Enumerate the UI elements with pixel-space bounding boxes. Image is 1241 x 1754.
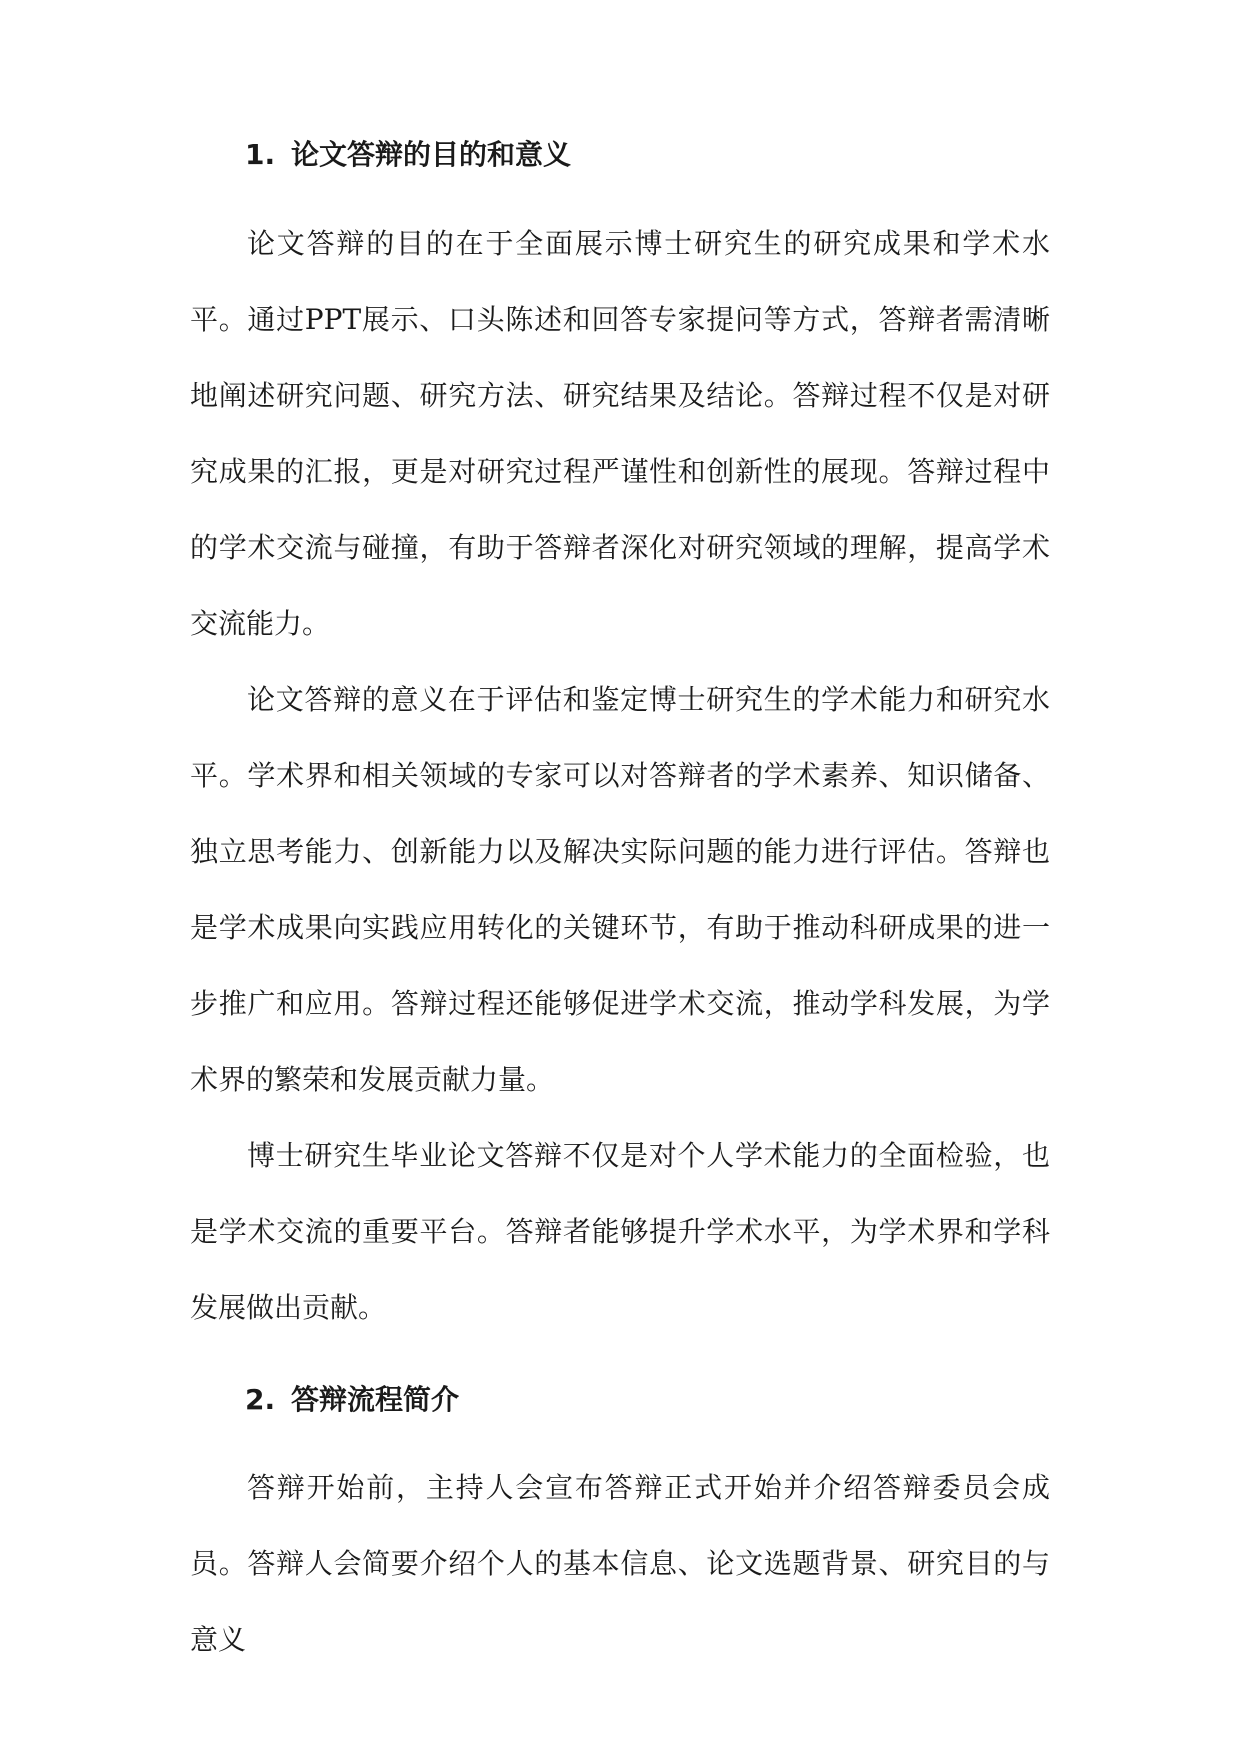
section-1-paragraph-2: 论文答辩的意义在于评估和鉴定博士研究生的学术能力和研究水平。学术界和相关领域的专家可以对答辩者的学术素养、知识储备、独立思考能力、创新能力以及解决实际问题的能力进行评估。答辩也是学术成果向实践应用转化的关键环节，有助于推动科研成果的进一步推广和应用。答辩过程还能够促进学术交流，推动学科发展，为学术界的繁荣和发展贡献力量。 (190, 683, 1050, 1096)
section-1-title: 论文答辩的目的和意义 (291, 138, 572, 171)
section-1-number: 1. (245, 138, 276, 171)
section-1-paragraph-1: 论文答辩的目的在于全面展示博士研究生的研究成果和学术水平。通过PPT展示、口头陈述和回答专家提问等方式，答辩者需清晰地阐述研究问题、研究方法、研究结果及结论。答辩过程不仅是对研究成果的汇报，更是对研究过程严谨性和创新性的展现。答辩过程中的学术交流与碰撞，有助于答辩者深化对研究领域的理解，提高学术交流能力。 (190, 227, 1050, 640)
section-2-number: 2. (245, 1383, 276, 1416)
section-2-paragraph-1: 答辩开始前，主持人会宣布答辩正式开始并介绍答辩委员会成员。答辩人会简要介绍个人的基本信息、论文选题背景、研究目的与意义 (190, 1471, 1050, 1656)
section-2-title: 答辩流程简介 (291, 1383, 460, 1416)
section-1-paragraph-3: 博士研究生毕业论文答辩不仅是对个人学术能力的全面检验，也是学术交流的重要平台。答辩者能够提升学术水平，为学术界和学科发展做出贡献。 (190, 1139, 1050, 1324)
section-2-heading (245, 1380, 459, 1420)
section-1-heading (245, 135, 571, 175)
